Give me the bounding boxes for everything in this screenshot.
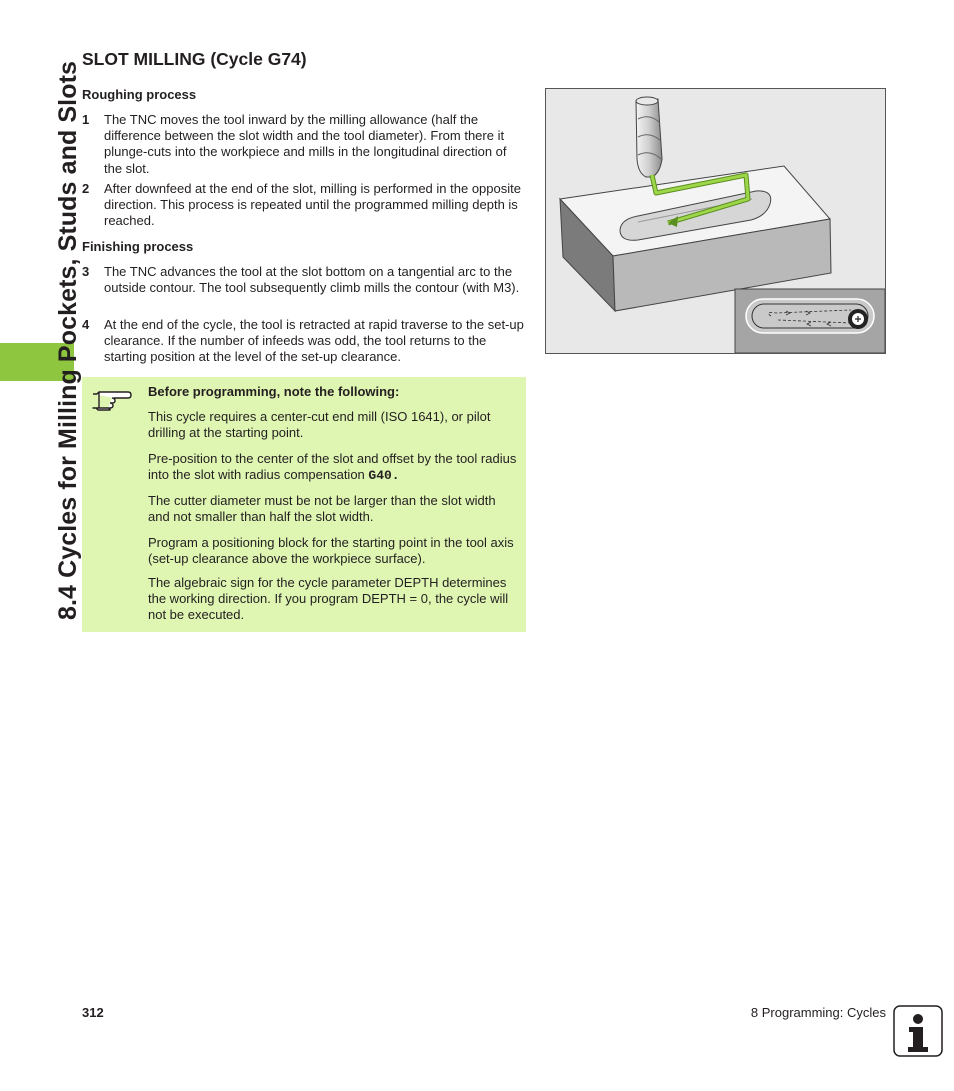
step-1 [82, 112, 527, 177]
step-number: 2 [82, 181, 90, 196]
roughing-heading: Roughing process [82, 87, 197, 102]
section-title: SLOT MILLING (Cycle G74) [82, 49, 307, 69]
note-paragraph-2-text: Pre-position to the center of the slot and offset by the tool radius into the slot with radius compensation [148, 451, 517, 483]
page-number: 312 [82, 1005, 104, 1020]
step-number: 4 [82, 317, 90, 332]
chapter-title-vertical: 8.4 Cycles for Milling Pockets, Studs and Slots [54, 60, 82, 620]
code-g40: G40. [368, 468, 400, 484]
finishing-heading: Finishing process [82, 239, 194, 254]
step-text: The TNC moves the tool inward by the milling allowance (half the difference between the slot width and the tool diameter). From there it plunge-cuts into the workpiece and mills in the longitudinal direction of the slot. [104, 112, 507, 176]
step-2 [82, 181, 527, 230]
pointing-hand-icon [90, 385, 132, 411]
step-text: At the end of the cycle, the tool is retracted at rapid traverse to the set-up clearance. If the number of infeeds was odd, the tool returns to the starting position at the level of the set-up clearance. [104, 317, 524, 365]
note-title: Before programming, note the following: [148, 384, 400, 399]
note-paragraph-4: Program a positioning block for the starting point in the tool axis (set-up clearance above the workpiece surface). [148, 535, 514, 567]
step-text: The TNC advances the tool at the slot bottom on a tangential arc to the outside contour. The tool subsequently climb mills the contour (with M3). [104, 264, 520, 296]
note-paragraph-3: The cutter diameter must be not be larger than the slot width and not smaller than half the slot width. [148, 493, 496, 525]
slot-milling-illustration [546, 89, 885, 353]
note-paragraph-5: The algebraic sign for the cycle parameter DEPTH determines the working direction. If you program DEPTH = 0, the cycle will not be executed. [148, 575, 509, 623]
slot-milling-figure [545, 88, 886, 354]
info-icon [893, 1005, 943, 1057]
note-paragraph-2 [148, 451, 518, 484]
step-number: 3 [82, 264, 90, 279]
step-text: After downfeed at the end of the slot, milling is performed in the opposite direction. This process is repeated until the programmed milling depth is reached. [104, 181, 521, 229]
step-number: 1 [82, 112, 90, 127]
step-4 [82, 317, 527, 366]
programming-note-box [82, 377, 526, 632]
note-paragraph-1: This cycle requires a center-cut end mill (ISO 1641), or pilot drilling at the starting point. [148, 409, 491, 441]
footer-chapter: 8 Programming: Cycles [750, 1005, 886, 1020]
step-3 [82, 264, 527, 296]
